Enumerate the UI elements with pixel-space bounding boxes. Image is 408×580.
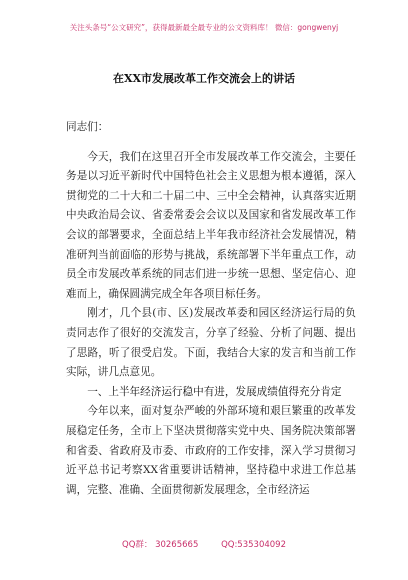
section-heading: 一、上半年经济运行稳中有进，发展成绩值得充分肯定 <box>87 385 342 398</box>
qq-contact-text: QQ:535304092 <box>221 540 286 550</box>
page-header-banner: 关注头条号“公文研究”，获得最新最全最专业的公文资料库！ 微信：gongwenyj <box>69 23 339 32</box>
page-footer <box>0 538 408 550</box>
body-paragraph: 今年以来，面对复杂严峻的外部环境和艰巨繁重的改革发展稳定任务，全市上下坚决贯彻落实党中央、国务院决策部署和省委、省政府及市委、市政府的工作安排，深入学习贯彻习近平总书记考察XX省重要讲话精神，坚持稳中求进工作总基调，完整、准确、全面贯彻新发展理念，全市经济运 <box>66 405 356 496</box>
body-paragraph: 今天，我们在这里召开全市发展改革工作交流会，主要任务是以习近平新时代中国特色社会主义思想为根本遵循，深入贯彻党的二十大和二十届二中、三中全会精神，认真落实近期中央政治局会议、省委常委会会议以及国家和省发展改革工作会议的部署要求，全面总结上半年我市经济社会发展情况，精准研判当前面临的形势与挑战，系统部署下半年重点工作，动员全市发展改革系统的同志们进一步统一思想、坚定信心、迎难而上，确保圆满完成全年各项目标任务。 <box>66 150 356 300</box>
document-title: 在XX市发展改革工作交流会上的讲话 <box>112 72 296 85</box>
document-body <box>66 118 356 500</box>
body-paragraph: 刚才，几个县(市、区)发展改革委和园区经济运行局的负责同志作了很好的交流发言，分享了经验、分析了问题、提出了思路，听了很受启发。下面，我结合大家的发言和当前工作实际，讲几点意见。 <box>66 307 356 379</box>
salutation: 同志们： <box>66 121 109 133</box>
qq-group-text: QQ群： 30265665 <box>122 540 199 550</box>
